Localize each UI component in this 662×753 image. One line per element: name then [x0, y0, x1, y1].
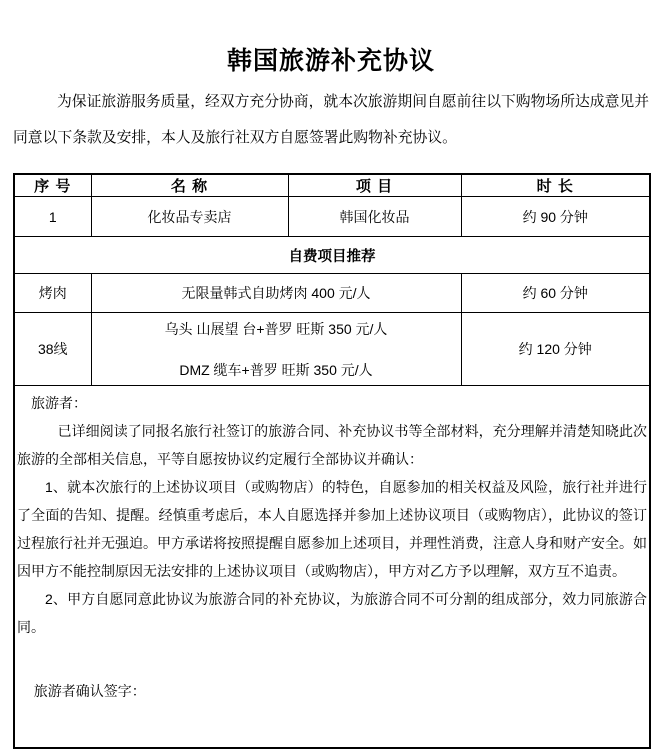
clause-1: 1、就本次旅行的上述协议项目（或购物店）的特色，自愿参加的相关权益及风险，旅行社并进行了全面的告知、提醒。经慎重考虑后，本人自愿选择并参加上述协议项目（或购物店），此协议的签订过程旅行社并无强迫。甲方承诺将按照提醒自愿参加上述项目，并理性消费，注意人身和财产安全。如因甲方不能控制原因无法安排的上述协议项目（或购物店），甲方对乙方予以理解，双方互不追责。 — [17, 479, 647, 579]
line38-row-item-1: 乌头 山展望 台+普罗 旺斯 350 元/人 — [164, 320, 388, 337]
line38-row-items — [91, 313, 461, 386]
notes-text — [17, 389, 647, 705]
header-cell-name: 名 称 — [91, 174, 288, 197]
shopping-row — [14, 197, 650, 237]
shopping-row-duration: 约 90 分钟 — [461, 197, 650, 237]
signature-label: 旅游者确认签字： — [33, 683, 146, 699]
bbq-row-item: 无限量韩式自助烤肉 400 元/人 — [91, 274, 461, 313]
header-cell-project: 项 目 — [288, 174, 461, 197]
line38-row-no: 38线 — [14, 313, 91, 386]
tourist-label: 旅游者： — [31, 395, 87, 411]
section-title-cell: 自费项目推荐 — [14, 237, 650, 274]
shopping-row-no: 1 — [14, 197, 91, 237]
line38-row-duration: 约 120 分钟 — [461, 313, 650, 386]
confirmation-intro: 已详细阅读了同报名旅行社签订的旅游合同、补充协议书等全部材料，充分理解并清楚知晓此次旅游的全部相关信息，平等自愿按协议约定履行全部协议并确认： — [17, 423, 647, 467]
shopping-row-project: 韩国化妆品 — [288, 197, 461, 237]
bbq-row-no: 烤肉 — [14, 274, 91, 313]
intro-paragraph: 为保证旅游服务质量，经双方充分协商，就本次旅游期间自愿前往以下购物场所达成意见并同意以下条款及安排，本人及旅行社双方自愿签署此购物补充协议。 — [13, 94, 649, 146]
shopping-row-name: 化妆品专卖店 — [91, 197, 288, 237]
line38-row-item-2: DMZ 缆车+普罗 旺斯 350 元/人 — [179, 361, 373, 378]
bbq-row-duration: 约 60 分钟 — [461, 274, 650, 313]
line38-row — [14, 313, 650, 386]
agreement-table — [13, 173, 651, 749]
header-cell-no: 序 号 — [14, 174, 91, 197]
notes-row — [14, 386, 650, 749]
table-header-row — [14, 174, 650, 197]
section-title-row — [14, 237, 650, 274]
notes-cell — [14, 386, 650, 749]
header-cell-duration: 时 长 — [461, 174, 650, 197]
bbq-row — [14, 274, 650, 313]
page-title: 韩国旅游补充协议 — [226, 47, 435, 75]
clause-2: 2、甲方自愿同意此协议为旅游合同的补充协议，为旅游合同不可分割的组成部分，效力同旅游合同。 — [17, 591, 647, 635]
